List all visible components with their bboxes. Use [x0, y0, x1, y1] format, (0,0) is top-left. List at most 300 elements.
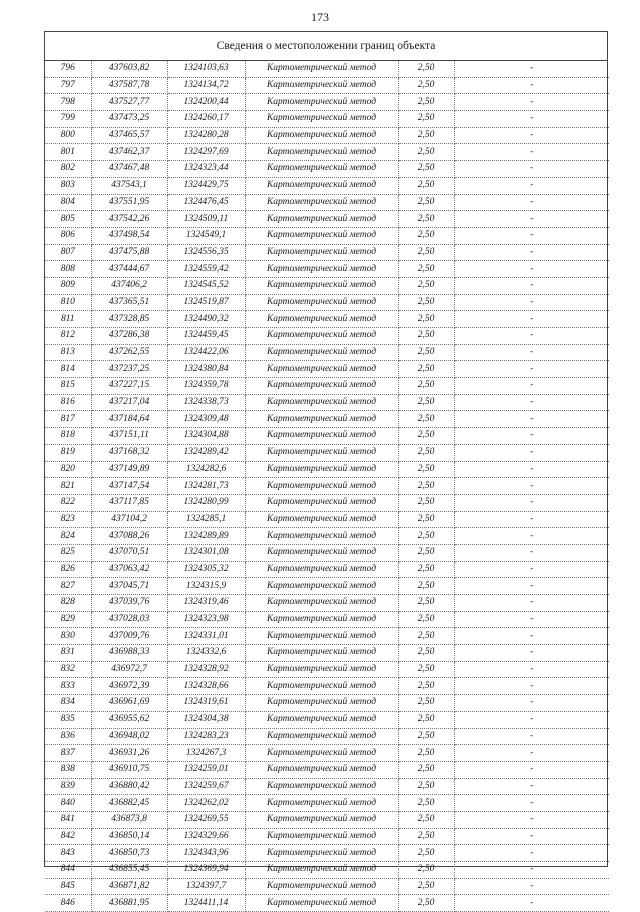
x-coordinate-cell: 436988,33 — [91, 645, 167, 662]
description-cell: - — [454, 494, 609, 511]
point-number-cell: 837 — [45, 745, 91, 762]
table-row — [45, 461, 609, 478]
x-coordinate-cell: 437603,82 — [91, 61, 167, 77]
accuracy-cell: 2,50 — [398, 595, 454, 612]
description-cell: - — [454, 478, 609, 495]
x-coordinate-cell: 437406,2 — [91, 277, 167, 294]
table-row — [45, 678, 609, 695]
table-row — [45, 428, 609, 445]
accuracy-cell: 2,50 — [398, 661, 454, 678]
description-cell: - — [454, 828, 609, 845]
accuracy-cell: 2,50 — [398, 778, 454, 795]
table-row — [45, 478, 609, 495]
table-row — [45, 277, 609, 294]
accuracy-cell: 2,50 — [398, 745, 454, 762]
point-number-cell: 819 — [45, 444, 91, 461]
table-row — [45, 561, 609, 578]
table-row — [45, 645, 609, 662]
accuracy-cell: 2,50 — [398, 461, 454, 478]
description-cell: - — [454, 745, 609, 762]
point-number-cell: 797 — [45, 77, 91, 94]
x-coordinate-cell: 437117,85 — [91, 494, 167, 511]
accuracy-cell: 2,50 — [398, 728, 454, 745]
x-coordinate-cell: 437063,42 — [91, 561, 167, 578]
x-coordinate-cell: 437070,51 — [91, 544, 167, 561]
y-coordinate-cell: 1324338,73 — [167, 394, 245, 411]
table-row — [45, 394, 609, 411]
method-cell: Картометрический метод — [245, 595, 398, 612]
table-row — [45, 111, 609, 128]
method-cell: Картометрический метод — [245, 795, 398, 812]
description-cell: - — [454, 61, 609, 77]
table-row — [45, 211, 609, 228]
description-cell: - — [454, 244, 609, 261]
description-cell: - — [454, 728, 609, 745]
point-number-cell: 825 — [45, 544, 91, 561]
y-coordinate-cell: 1324559,42 — [167, 261, 245, 278]
table-row — [45, 745, 609, 762]
description-cell: - — [454, 277, 609, 294]
description-cell: - — [454, 678, 609, 695]
point-number-cell: 816 — [45, 394, 91, 411]
y-coordinate-cell: 1324411,14 — [167, 895, 245, 912]
y-coordinate-cell: 1324545,52 — [167, 277, 245, 294]
point-number-cell: 799 — [45, 111, 91, 128]
description-cell: - — [454, 611, 609, 628]
y-coordinate-cell: 1324280,99 — [167, 494, 245, 511]
method-cell: Картометрический метод — [245, 344, 398, 361]
method-cell: Картометрический метод — [245, 77, 398, 94]
accuracy-cell: 2,50 — [398, 77, 454, 94]
method-cell: Картометрический метод — [245, 878, 398, 895]
description-cell: - — [454, 378, 609, 395]
x-coordinate-cell: 437286,38 — [91, 328, 167, 345]
y-coordinate-cell: 1324282,6 — [167, 461, 245, 478]
y-coordinate-cell: 1324103,63 — [167, 61, 245, 77]
accuracy-cell: 2,50 — [398, 444, 454, 461]
x-coordinate-cell: 436881,95 — [91, 895, 167, 912]
y-coordinate-cell: 1324259,67 — [167, 778, 245, 795]
point-number-cell: 831 — [45, 645, 91, 662]
table-row — [45, 61, 609, 77]
method-cell: Картометрический метод — [245, 528, 398, 545]
x-coordinate-cell: 437151,11 — [91, 428, 167, 445]
y-coordinate-cell: 1324285,1 — [167, 511, 245, 528]
description-cell: - — [454, 428, 609, 445]
point-number-cell: 842 — [45, 828, 91, 845]
point-number-cell: 826 — [45, 561, 91, 578]
method-cell: Картометрический метод — [245, 578, 398, 595]
accuracy-cell: 2,50 — [398, 845, 454, 862]
point-number-cell: 814 — [45, 361, 91, 378]
point-number-cell: 806 — [45, 227, 91, 244]
accuracy-cell: 2,50 — [398, 294, 454, 311]
x-coordinate-cell: 437088,26 — [91, 528, 167, 545]
y-coordinate-cell: 1324519,87 — [167, 294, 245, 311]
accuracy-cell: 2,50 — [398, 144, 454, 161]
description-cell: - — [454, 661, 609, 678]
method-cell: Картометрический метод — [245, 845, 398, 862]
accuracy-cell: 2,50 — [398, 61, 454, 77]
accuracy-cell: 2,50 — [398, 244, 454, 261]
table-row — [45, 828, 609, 845]
description-cell: - — [454, 862, 609, 879]
method-cell: Картометрический метод — [245, 411, 398, 428]
y-coordinate-cell: 1324329,66 — [167, 828, 245, 845]
table-row — [45, 695, 609, 712]
y-coordinate-cell: 1324323,98 — [167, 611, 245, 628]
x-coordinate-cell: 437527,77 — [91, 94, 167, 111]
point-number-cell: 820 — [45, 461, 91, 478]
x-coordinate-cell: 437465,57 — [91, 127, 167, 144]
description-cell: - — [454, 328, 609, 345]
table-row — [45, 511, 609, 528]
y-coordinate-cell: 1324490,32 — [167, 311, 245, 328]
point-number-cell: 839 — [45, 778, 91, 795]
method-cell: Картометрический метод — [245, 561, 398, 578]
x-coordinate-cell: 436910,75 — [91, 761, 167, 778]
x-coordinate-cell: 437147,54 — [91, 478, 167, 495]
x-coordinate-cell: 437028,03 — [91, 611, 167, 628]
table-row — [45, 294, 609, 311]
description-cell: - — [454, 895, 609, 912]
x-coordinate-cell: 436961,69 — [91, 695, 167, 712]
y-coordinate-cell: 1324509,11 — [167, 211, 245, 228]
table-row — [45, 244, 609, 261]
table-row — [45, 378, 609, 395]
method-cell: Картометрический метод — [245, 678, 398, 695]
accuracy-cell: 2,50 — [398, 378, 454, 395]
y-coordinate-cell: 1324343,96 — [167, 845, 245, 862]
table-row — [45, 811, 609, 828]
method-cell: Картометрический метод — [245, 761, 398, 778]
point-number-cell: 833 — [45, 678, 91, 695]
coordinates-table — [45, 61, 609, 912]
accuracy-cell: 2,50 — [398, 561, 454, 578]
y-coordinate-cell: 1324359,78 — [167, 378, 245, 395]
y-coordinate-cell: 1324422,06 — [167, 344, 245, 361]
y-coordinate-cell: 1324297,69 — [167, 144, 245, 161]
accuracy-cell: 2,50 — [398, 411, 454, 428]
point-number-cell: 803 — [45, 177, 91, 194]
table-row — [45, 711, 609, 728]
method-cell: Картометрический метод — [245, 94, 398, 111]
y-coordinate-cell: 1324309,48 — [167, 411, 245, 428]
point-number-cell: 817 — [45, 411, 91, 428]
table-row — [45, 611, 609, 628]
description-cell: - — [454, 645, 609, 662]
description-cell: - — [454, 778, 609, 795]
method-cell: Картометрический метод — [245, 394, 398, 411]
x-coordinate-cell: 437365,51 — [91, 294, 167, 311]
x-coordinate-cell: 436850,73 — [91, 845, 167, 862]
point-number-cell: 824 — [45, 528, 91, 545]
method-cell: Картометрический метод — [245, 177, 398, 194]
x-coordinate-cell: 436972,39 — [91, 678, 167, 695]
y-coordinate-cell: 1324369,94 — [167, 862, 245, 879]
accuracy-cell: 2,50 — [398, 628, 454, 645]
description-cell: - — [454, 94, 609, 111]
accuracy-cell: 2,50 — [398, 795, 454, 812]
description-cell: - — [454, 211, 609, 228]
point-number-cell: 845 — [45, 878, 91, 895]
method-cell: Картометрический метод — [245, 311, 398, 328]
point-number-cell: 823 — [45, 511, 91, 528]
description-cell: - — [454, 795, 609, 812]
x-coordinate-cell: 437262,55 — [91, 344, 167, 361]
method-cell: Картометрический метод — [245, 611, 398, 628]
accuracy-cell: 2,50 — [398, 811, 454, 828]
point-number-cell: 807 — [45, 244, 91, 261]
accuracy-cell: 2,50 — [398, 394, 454, 411]
point-number-cell: 801 — [45, 144, 91, 161]
table-row — [45, 778, 609, 795]
accuracy-cell: 2,50 — [398, 428, 454, 445]
method-cell: Картометрический метод — [245, 728, 398, 745]
method-cell: Картометрический метод — [245, 127, 398, 144]
y-coordinate-cell: 1324319,46 — [167, 595, 245, 612]
description-cell: - — [454, 77, 609, 94]
description-cell: - — [454, 361, 609, 378]
y-coordinate-cell: 1324319,61 — [167, 695, 245, 712]
y-coordinate-cell: 1324259,01 — [167, 761, 245, 778]
y-coordinate-cell: 1324304,88 — [167, 428, 245, 445]
description-cell: - — [454, 811, 609, 828]
accuracy-cell: 2,50 — [398, 678, 454, 695]
description-cell: - — [454, 177, 609, 194]
y-coordinate-cell: 1324280,28 — [167, 127, 245, 144]
table-row — [45, 528, 609, 545]
y-coordinate-cell: 1324429,75 — [167, 177, 245, 194]
y-coordinate-cell: 1324200,44 — [167, 94, 245, 111]
y-coordinate-cell: 1324331,01 — [167, 628, 245, 645]
method-cell: Картометрический метод — [245, 294, 398, 311]
x-coordinate-cell: 437543,1 — [91, 177, 167, 194]
description-cell: - — [454, 111, 609, 128]
method-cell: Картометрический метод — [245, 628, 398, 645]
method-cell: Картометрический метод — [245, 227, 398, 244]
description-cell: - — [454, 695, 609, 712]
accuracy-cell: 2,50 — [398, 344, 454, 361]
y-coordinate-cell: 1324328,92 — [167, 661, 245, 678]
y-coordinate-cell: 1324134,72 — [167, 77, 245, 94]
y-coordinate-cell: 1324323,44 — [167, 161, 245, 178]
accuracy-cell: 2,50 — [398, 127, 454, 144]
method-cell: Картометрический метод — [245, 444, 398, 461]
accuracy-cell: 2,50 — [398, 328, 454, 345]
x-coordinate-cell: 437045,71 — [91, 578, 167, 595]
point-number-cell: 832 — [45, 661, 91, 678]
method-cell: Картометрический метод — [245, 211, 398, 228]
table-row — [45, 595, 609, 612]
point-number-cell: 809 — [45, 277, 91, 294]
x-coordinate-cell: 436880,42 — [91, 778, 167, 795]
method-cell: Картометрический метод — [245, 461, 398, 478]
x-coordinate-cell: 436855,45 — [91, 862, 167, 879]
point-number-cell: 844 — [45, 862, 91, 879]
accuracy-cell: 2,50 — [398, 478, 454, 495]
description-cell: - — [454, 194, 609, 211]
x-coordinate-cell: 437498,54 — [91, 227, 167, 244]
accuracy-cell: 2,50 — [398, 211, 454, 228]
point-number-cell: 808 — [45, 261, 91, 278]
table-row — [45, 878, 609, 895]
page-number: 173 — [311, 10, 329, 24]
x-coordinate-cell: 437217,04 — [91, 394, 167, 411]
table-row — [45, 127, 609, 144]
description-cell: - — [454, 344, 609, 361]
accuracy-cell: 2,50 — [398, 828, 454, 845]
method-cell: Картометрический метод — [245, 161, 398, 178]
accuracy-cell: 2,50 — [398, 177, 454, 194]
accuracy-cell: 2,50 — [398, 111, 454, 128]
y-coordinate-cell: 1324269,55 — [167, 811, 245, 828]
description-cell: - — [454, 528, 609, 545]
table-row — [45, 661, 609, 678]
point-number-cell: 821 — [45, 478, 91, 495]
description-cell: - — [454, 311, 609, 328]
description-cell: - — [454, 761, 609, 778]
table-row — [45, 161, 609, 178]
method-cell: Картометрический метод — [245, 811, 398, 828]
table-row — [45, 361, 609, 378]
accuracy-cell: 2,50 — [398, 261, 454, 278]
point-number-cell: 829 — [45, 611, 91, 628]
method-cell: Картометрический метод — [245, 478, 398, 495]
description-cell: - — [454, 394, 609, 411]
method-cell: Картометрический метод — [245, 895, 398, 912]
x-coordinate-cell: 436948,02 — [91, 728, 167, 745]
table-row — [45, 227, 609, 244]
table-row — [45, 845, 609, 862]
table-row — [45, 411, 609, 428]
point-number-cell: 830 — [45, 628, 91, 645]
description-cell: - — [454, 561, 609, 578]
table-row — [45, 94, 609, 111]
x-coordinate-cell: 436850,14 — [91, 828, 167, 845]
accuracy-cell: 2,50 — [398, 878, 454, 895]
x-coordinate-cell: 436972,7 — [91, 661, 167, 678]
y-coordinate-cell: 1324305,32 — [167, 561, 245, 578]
method-cell: Картометрический метод — [245, 277, 398, 294]
method-cell: Картометрический метод — [245, 695, 398, 712]
y-coordinate-cell: 1324267,3 — [167, 745, 245, 762]
x-coordinate-cell: 437542,26 — [91, 211, 167, 228]
description-cell: - — [454, 161, 609, 178]
x-coordinate-cell: 437149,89 — [91, 461, 167, 478]
boundary-table — [44, 31, 608, 908]
table-row — [45, 194, 609, 211]
y-coordinate-cell: 1324380,84 — [167, 361, 245, 378]
table-row — [45, 795, 609, 812]
accuracy-cell: 2,50 — [398, 761, 454, 778]
x-coordinate-cell: 436871,82 — [91, 878, 167, 895]
point-number-cell: 836 — [45, 728, 91, 745]
y-coordinate-cell: 1324301,08 — [167, 544, 245, 561]
accuracy-cell: 2,50 — [398, 611, 454, 628]
accuracy-cell: 2,50 — [398, 862, 454, 879]
method-cell: Картометрический метод — [245, 194, 398, 211]
description-cell: - — [454, 628, 609, 645]
accuracy-cell: 2,50 — [398, 94, 454, 111]
table-row — [45, 344, 609, 361]
table-row — [45, 578, 609, 595]
table-row — [45, 261, 609, 278]
accuracy-cell: 2,50 — [398, 578, 454, 595]
method-cell: Картометрический метод — [245, 494, 398, 511]
point-number-cell: 846 — [45, 895, 91, 912]
description-cell: - — [454, 544, 609, 561]
method-cell: Картометрический метод — [245, 511, 398, 528]
point-number-cell: 805 — [45, 211, 91, 228]
x-coordinate-cell: 436955,62 — [91, 711, 167, 728]
x-coordinate-cell: 436882,45 — [91, 795, 167, 812]
point-number-cell: 818 — [45, 428, 91, 445]
point-number-cell: 815 — [45, 378, 91, 395]
method-cell: Картометрический метод — [245, 261, 398, 278]
y-coordinate-cell: 1324304,38 — [167, 711, 245, 728]
y-coordinate-cell: 1324281,73 — [167, 478, 245, 495]
table-row — [45, 144, 609, 161]
point-number-cell: 812 — [45, 328, 91, 345]
accuracy-cell: 2,50 — [398, 361, 454, 378]
x-coordinate-cell: 437039,76 — [91, 595, 167, 612]
point-number-cell: 811 — [45, 311, 91, 328]
accuracy-cell: 2,50 — [398, 494, 454, 511]
table-row — [45, 77, 609, 94]
method-cell: Картометрический метод — [245, 778, 398, 795]
y-coordinate-cell: 1324328,66 — [167, 678, 245, 695]
method-cell: Картометрический метод — [245, 111, 398, 128]
table-title: Сведения о местоположении границ объекта — [45, 32, 607, 61]
point-number-cell: 802 — [45, 161, 91, 178]
y-coordinate-cell: 1324549,1 — [167, 227, 245, 244]
table-row — [45, 444, 609, 461]
point-number-cell: 835 — [45, 711, 91, 728]
accuracy-cell: 2,50 — [398, 161, 454, 178]
y-coordinate-cell: 1324315,9 — [167, 578, 245, 595]
x-coordinate-cell: 437462,37 — [91, 144, 167, 161]
table-row — [45, 328, 609, 345]
point-number-cell: 841 — [45, 811, 91, 828]
y-coordinate-cell: 1324260,17 — [167, 111, 245, 128]
point-number-cell: 798 — [45, 94, 91, 111]
accuracy-cell: 2,50 — [398, 528, 454, 545]
x-coordinate-cell: 437587,78 — [91, 77, 167, 94]
accuracy-cell: 2,50 — [398, 544, 454, 561]
description-cell: - — [454, 595, 609, 612]
table-row — [45, 494, 609, 511]
point-number-cell: 834 — [45, 695, 91, 712]
accuracy-cell: 2,50 — [398, 895, 454, 912]
point-number-cell: 813 — [45, 344, 91, 361]
method-cell: Картометрический метод — [245, 361, 398, 378]
y-coordinate-cell: 1324397,7 — [167, 878, 245, 895]
x-coordinate-cell: 437009,76 — [91, 628, 167, 645]
method-cell: Картометрический метод — [245, 428, 398, 445]
description-cell: - — [454, 711, 609, 728]
accuracy-cell: 2,50 — [398, 711, 454, 728]
description-cell: - — [454, 878, 609, 895]
y-coordinate-cell: 1324332,6 — [167, 645, 245, 662]
table-row — [45, 862, 609, 879]
x-coordinate-cell: 436873,8 — [91, 811, 167, 828]
method-cell: Картометрический метод — [245, 711, 398, 728]
y-coordinate-cell: 1324289,42 — [167, 444, 245, 461]
x-coordinate-cell: 436931,26 — [91, 745, 167, 762]
x-coordinate-cell: 437237,25 — [91, 361, 167, 378]
x-coordinate-cell: 437328,85 — [91, 311, 167, 328]
